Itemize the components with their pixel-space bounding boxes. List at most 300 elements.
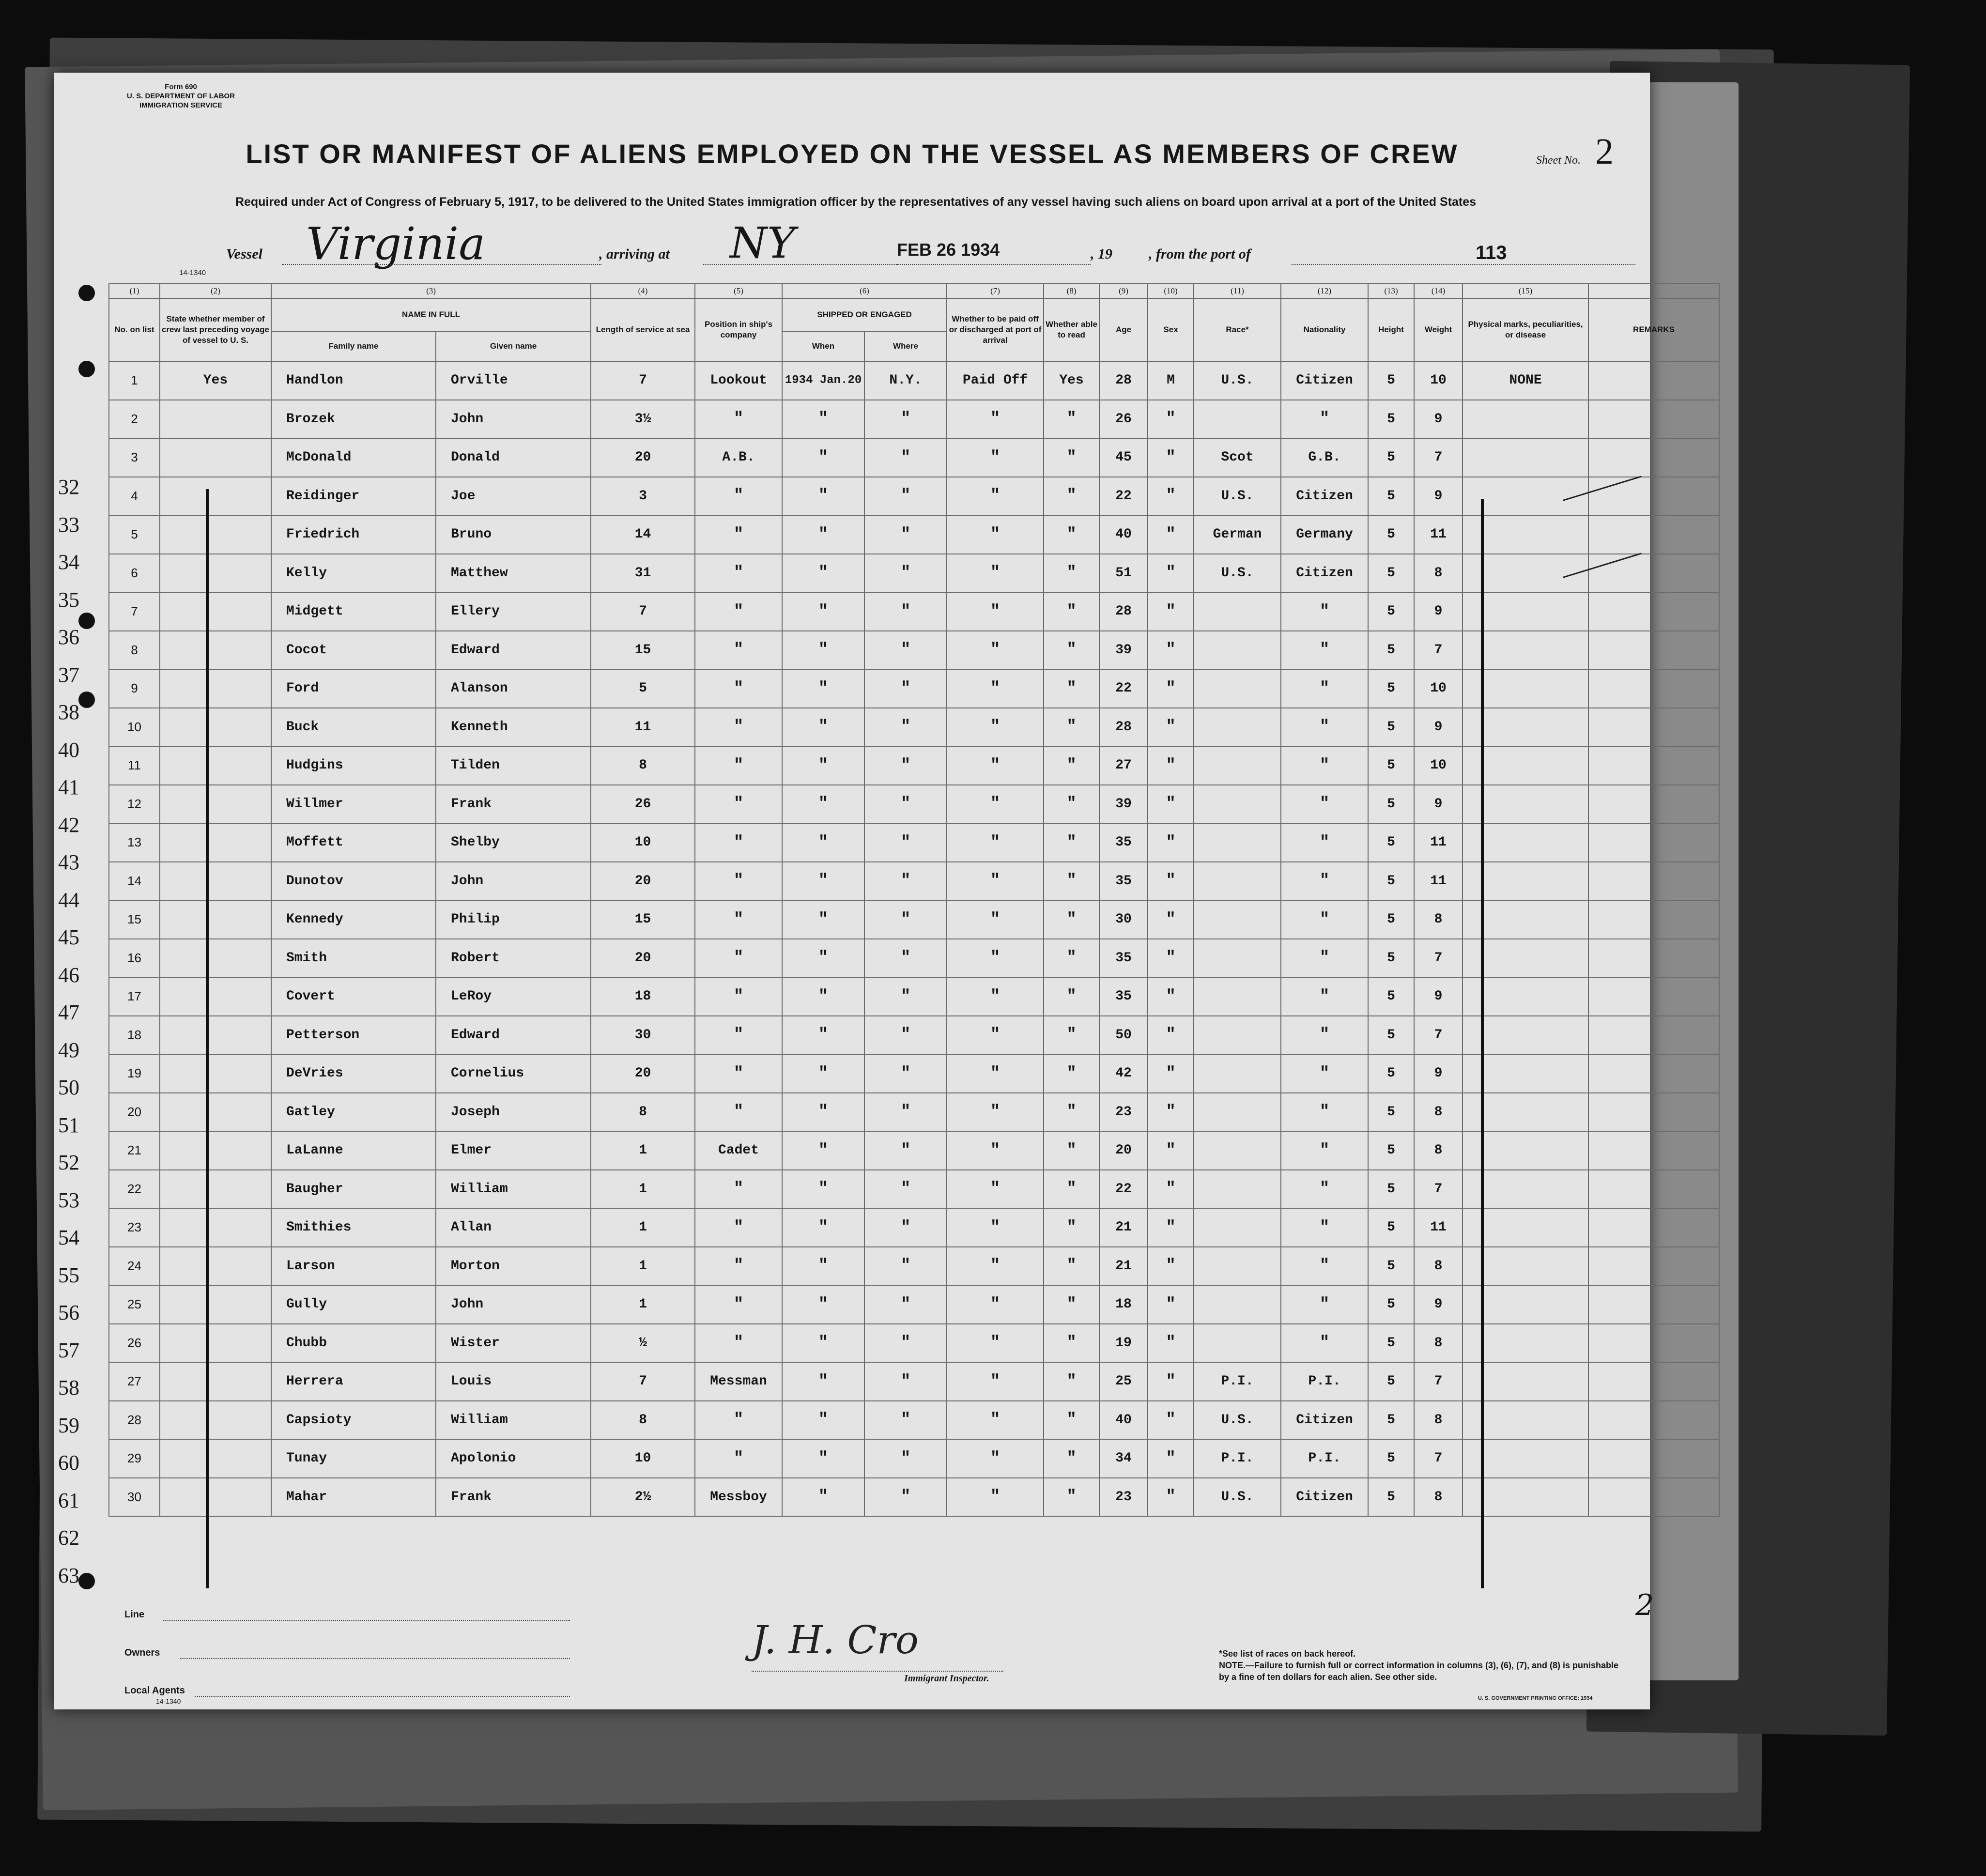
cell-position: Cadet (695, 1131, 782, 1170)
cell-position: " (695, 1285, 782, 1324)
cell-when: 1934 Jan.20 (782, 361, 864, 400)
table-row (109, 785, 1719, 824)
cell-service: 7 (591, 592, 695, 631)
cell-nationality: " (1281, 862, 1368, 901)
cell-read: " (1044, 823, 1099, 862)
cell-height: 5 (1368, 823, 1414, 862)
cell-family: Kennedy (271, 900, 436, 939)
cell-family: Chubb (271, 1324, 436, 1363)
cell-race: U.S. (1194, 1401, 1281, 1440)
cell-remarks (1588, 1208, 1719, 1247)
cell-weight: 9 (1414, 785, 1463, 824)
cell-paid: " (947, 1170, 1044, 1209)
crew-manifest-table (108, 283, 1720, 1517)
cell-remarks (1588, 1131, 1719, 1170)
cell-member (160, 862, 271, 901)
cell-family: DeVries (271, 1054, 436, 1093)
cell-given: Joe (436, 477, 591, 516)
cell-position: A.B. (695, 438, 782, 477)
cell-when: " (782, 746, 864, 785)
cell-when: " (782, 1401, 864, 1440)
cell-service: 1 (591, 1131, 695, 1170)
cell-paid: " (947, 1439, 1044, 1478)
margin-number: 59 (58, 1413, 79, 1437)
cell-race: German (1194, 515, 1281, 554)
cell-race (1194, 1016, 1281, 1055)
cell-no: 6 (109, 554, 160, 593)
cell-when: " (782, 1285, 864, 1324)
table-row (109, 669, 1719, 708)
cell-race (1194, 592, 1281, 631)
cell-weight: 7 (1414, 1439, 1463, 1478)
cell-member (160, 1362, 271, 1401)
cell-when: " (782, 631, 864, 670)
owners-label: Owners (124, 1647, 160, 1658)
cell-read: " (1044, 1401, 1099, 1440)
cell-family: Brozek (271, 400, 436, 439)
cell-nationality: " (1281, 631, 1368, 670)
cell-no: 20 (109, 1093, 160, 1132)
cell-service: 10 (591, 1439, 695, 1478)
cell-position: " (695, 862, 782, 901)
cell-paid: " (947, 823, 1044, 862)
col-num: (15) (1463, 284, 1588, 298)
cell-read: " (1044, 554, 1099, 593)
cell-when: " (782, 592, 864, 631)
cell-where: " (864, 1285, 947, 1324)
cell-family: Tunay (271, 1439, 436, 1478)
cell-no: 4 (109, 477, 160, 516)
cell-weight: 7 (1414, 1170, 1463, 1209)
cell-family: Willmer (271, 785, 436, 824)
cell-race: P.I. (1194, 1439, 1281, 1478)
cell-where: " (864, 708, 947, 747)
cell-read: Yes (1044, 361, 1099, 400)
cell-position: " (695, 1439, 782, 1478)
cell-race (1194, 708, 1281, 747)
cell-family: Covert (271, 977, 436, 1016)
cell-given: Joseph (436, 1093, 591, 1132)
cell-remarks (1588, 1016, 1719, 1055)
cell-given: Cornelius (436, 1054, 591, 1093)
cell-nationality: " (1281, 1285, 1368, 1324)
header-family-name: Family name (271, 331, 436, 361)
cell-service: 8 (591, 746, 695, 785)
cell-weight: 10 (1414, 361, 1463, 400)
cell-member (160, 631, 271, 670)
cell-no: 13 (109, 823, 160, 862)
cell-race (1194, 1208, 1281, 1247)
cell-remarks (1588, 1285, 1719, 1324)
cell-when: " (782, 977, 864, 1016)
cell-remarks (1588, 900, 1719, 939)
cell-read: " (1044, 1247, 1099, 1286)
cell-race (1194, 746, 1281, 785)
cell-when: " (782, 785, 864, 824)
margin-number: 35 (58, 587, 79, 612)
cell-read: " (1044, 631, 1099, 670)
header-name-in-full: NAME IN FULL (271, 298, 591, 331)
cell-service: 10 (591, 823, 695, 862)
cell-member (160, 977, 271, 1016)
cell-family: Larson (271, 1247, 436, 1286)
cell-where: " (864, 939, 947, 978)
cell-read: " (1044, 1285, 1099, 1324)
table-row (109, 1401, 1719, 1440)
cell-family: Midgett (271, 592, 436, 631)
cell-paid: " (947, 592, 1044, 631)
cell-height: 5 (1368, 746, 1414, 785)
cell-service: 20 (591, 438, 695, 477)
cell-nationality: " (1281, 708, 1368, 747)
agents-underline (195, 1696, 570, 1697)
cell-age: 42 (1099, 1054, 1148, 1093)
races-note: *See list of races on back hereof. (1219, 1649, 1356, 1659)
cell-race: U.S. (1194, 477, 1281, 516)
cell-when: " (782, 554, 864, 593)
cell-where: " (864, 746, 947, 785)
cell-given: Shelby (436, 823, 591, 862)
cell-when: " (782, 1439, 864, 1478)
cell-service: 18 (591, 977, 695, 1016)
cell-nationality: " (1281, 1170, 1368, 1209)
arrival-port: NY (730, 218, 796, 268)
cell-position: " (695, 939, 782, 978)
cell-paid: " (947, 515, 1044, 554)
service-name: IMMIGRATION SERVICE (139, 101, 223, 109)
cell-nationality: " (1281, 785, 1368, 824)
cell-remarks (1588, 400, 1719, 439)
margin-number: 50 (58, 1076, 79, 1099)
cell-height: 5 (1368, 1054, 1414, 1093)
cell-age: 25 (1099, 1362, 1148, 1401)
cell-given: Ellery (436, 592, 591, 631)
requirement-text: Required under Act of Congress of February 5, 1917, to be delivered to the United States immigration officer by the representatives of any vessel having such aliens on board upon arrival at a port of the United States (235, 195, 1477, 209)
cell-sex: " (1148, 1016, 1194, 1055)
cell-race: P.I. (1194, 1362, 1281, 1401)
cell-when: " (782, 1362, 864, 1401)
cell-where: " (864, 1247, 947, 1286)
cell-race: U.S. (1194, 554, 1281, 593)
cell-weight: 10 (1414, 746, 1463, 785)
cell-race (1194, 785, 1281, 824)
agents-code: 14-1340 (156, 1697, 181, 1705)
from-port-label: , from the port of (1149, 246, 1251, 262)
cell-remarks (1588, 785, 1719, 824)
cell-remarks (1588, 1247, 1719, 1286)
cell-remarks (1588, 592, 1719, 631)
inspector-signature: J. H. Cro (752, 1617, 919, 1662)
cell-nationality: " (1281, 669, 1368, 708)
cell-member (160, 438, 271, 477)
cell-sex: " (1148, 708, 1194, 747)
cell-position: " (695, 1208, 782, 1247)
table-row (109, 361, 1719, 400)
cell-sex: " (1148, 554, 1194, 593)
cell-sex: " (1148, 1131, 1194, 1170)
cell-when: " (782, 939, 864, 978)
cell-paid: " (947, 1478, 1044, 1517)
cell-service: 15 (591, 631, 695, 670)
cell-position: " (695, 669, 782, 708)
cell-where: " (864, 438, 947, 477)
cell-given: Elmer (436, 1131, 591, 1170)
line-label: Line (124, 1609, 145, 1620)
cell-race (1194, 631, 1281, 670)
margin-number: 46 (58, 963, 79, 987)
header-state-member: State whether member of crew last preceding voyage of vessel to U. S. (160, 298, 271, 361)
cell-race: U.S. (1194, 1478, 1281, 1517)
margin-number: 62 (58, 1526, 79, 1550)
cell-nationality: Citizen (1281, 1401, 1368, 1440)
cell-position: " (695, 1016, 782, 1055)
cell-position: " (695, 477, 782, 516)
cell-member (160, 746, 271, 785)
cell-nationality: " (1281, 823, 1368, 862)
col-num: (13) (1368, 284, 1414, 298)
cell-where: " (864, 400, 947, 439)
cell-position: " (695, 1170, 782, 1209)
col-num: (14) (1414, 284, 1463, 298)
cell-given: Frank (436, 1478, 591, 1517)
margin-number: 44 (58, 888, 79, 912)
cell-position: " (695, 1247, 782, 1286)
cell-family: Smithies (271, 1208, 436, 1247)
cell-nationality: " (1281, 1208, 1368, 1247)
sheet-label: Sheet No. (1536, 154, 1581, 167)
margin-number: 53 (58, 1188, 79, 1212)
column-number-row (109, 284, 1719, 298)
cell-paid: " (947, 1054, 1044, 1093)
col-num: (2) (160, 284, 271, 298)
cell-when: " (782, 1247, 864, 1286)
cell-given: William (436, 1401, 591, 1440)
header-where: Where (864, 331, 947, 361)
cell-remarks (1588, 1439, 1719, 1478)
punch-hole (78, 692, 95, 708)
cell-paid: " (947, 477, 1044, 516)
cell-weight: 8 (1414, 1131, 1463, 1170)
table-row (109, 746, 1719, 785)
cell-race (1194, 977, 1281, 1016)
cell-nationality: Citizen (1281, 554, 1368, 593)
cell-read: " (1044, 900, 1099, 939)
header-sex: Sex (1148, 298, 1194, 361)
cell-paid: " (947, 554, 1044, 593)
col-num: (9) (1099, 284, 1148, 298)
cell-member (160, 785, 271, 824)
cell-member (160, 1208, 271, 1247)
table-row (109, 592, 1719, 631)
header-able-read: Whether able to read (1044, 298, 1099, 361)
cell-no: 16 (109, 939, 160, 978)
cell-height: 5 (1368, 515, 1414, 554)
cell-paid: " (947, 1093, 1044, 1132)
cell-position: " (695, 592, 782, 631)
cell-no: 9 (109, 669, 160, 708)
cell-age: 28 (1099, 361, 1148, 400)
cell-weight: 11 (1414, 823, 1463, 862)
cell-service: ½ (591, 1324, 695, 1363)
col-num: (7) (947, 284, 1044, 298)
table-row (109, 438, 1719, 477)
cell-given: John (436, 400, 591, 439)
cell-physical (1463, 400, 1588, 439)
cell-weight: 9 (1414, 708, 1463, 747)
cell-read: " (1044, 1439, 1099, 1478)
margin-number: 42 (58, 813, 79, 837)
cell-when: " (782, 1324, 864, 1363)
cell-no: 21 (109, 1131, 160, 1170)
cell-paid: " (947, 1208, 1044, 1247)
cell-family: Baugher (271, 1170, 436, 1209)
cell-family: Moffett (271, 823, 436, 862)
cell-age: 34 (1099, 1439, 1148, 1478)
cell-nationality: Citizen (1281, 477, 1368, 516)
cell-position: " (695, 1054, 782, 1093)
cell-height: 5 (1368, 1016, 1414, 1055)
cell-race (1194, 939, 1281, 978)
cell-sex: " (1148, 785, 1194, 824)
table-row (109, 1324, 1719, 1363)
col-num: (1) (109, 284, 160, 298)
margin-number: 49 (58, 1038, 79, 1062)
cell-family: Dunotov (271, 862, 436, 901)
header-length-service: Length of service at sea (591, 298, 695, 361)
cell-no: 2 (109, 400, 160, 439)
cell-height: 5 (1368, 361, 1414, 400)
cell-position: Messman (695, 1362, 782, 1401)
cell-race (1194, 400, 1281, 439)
cell-family: Gatley (271, 1093, 436, 1132)
cell-height: 5 (1368, 554, 1414, 593)
vessel-dotline (282, 264, 601, 265)
cell-when: " (782, 438, 864, 477)
owners-underline (180, 1658, 570, 1659)
cell-service: 7 (591, 1362, 695, 1401)
cell-no: 25 (109, 1285, 160, 1324)
cell-paid: " (947, 900, 1044, 939)
cell-no: 15 (109, 900, 160, 939)
cell-paid: " (947, 977, 1044, 1016)
cell-family: LaLanne (271, 1131, 436, 1170)
cell-no: 30 (109, 1478, 160, 1517)
cell-weight: 7 (1414, 631, 1463, 670)
cell-position: " (695, 977, 782, 1016)
cell-family: Friedrich (271, 515, 436, 554)
cell-read: " (1044, 862, 1099, 901)
column-header-row (109, 298, 1719, 331)
cell-where: " (864, 823, 947, 862)
cell-age: 20 (1099, 1131, 1148, 1170)
cell-family: Petterson (271, 1016, 436, 1055)
cell-no: 3 (109, 438, 160, 477)
cell-nationality: " (1281, 1247, 1368, 1286)
cell-family: Ford (271, 669, 436, 708)
cell-sex: " (1148, 631, 1194, 670)
cell-remarks (1588, 1093, 1719, 1132)
cell-nationality: Germany (1281, 515, 1368, 554)
cell-age: 19 (1099, 1324, 1148, 1363)
cell-member (160, 477, 271, 516)
cell-service: 3½ (591, 400, 695, 439)
cell-paid: " (947, 939, 1044, 978)
cell-position: " (695, 746, 782, 785)
cell-family: Capsioty (271, 1401, 436, 1440)
ditto-line (1481, 499, 1484, 1588)
cell-service: 1 (591, 1247, 695, 1286)
cell-when: " (782, 515, 864, 554)
cell-age: 35 (1099, 977, 1148, 1016)
cell-member (160, 554, 271, 593)
cell-service: 3 (591, 477, 695, 516)
cell-when: " (782, 1093, 864, 1132)
cell-race (1194, 900, 1281, 939)
sheet-value: 2 (1595, 131, 1614, 172)
cell-when: " (782, 1170, 864, 1209)
table-row (109, 554, 1719, 593)
col-num: (3) (271, 284, 591, 298)
cell-service: 1 (591, 1208, 695, 1247)
cell-given: Edward (436, 1016, 591, 1055)
cell-no: 7 (109, 592, 160, 631)
cell-height: 5 (1368, 785, 1414, 824)
cell-service: 26 (591, 785, 695, 824)
header-race: Race* (1194, 298, 1281, 361)
cell-where: " (864, 592, 947, 631)
cell-age: 39 (1099, 785, 1148, 824)
cell-weight: 11 (1414, 1208, 1463, 1247)
cell-weight: 8 (1414, 1324, 1463, 1363)
cell-where: " (864, 1362, 947, 1401)
header-position: Position in ship's company (695, 298, 782, 361)
cell-family: Cocot (271, 631, 436, 670)
cell-age: 21 (1099, 1247, 1148, 1286)
punch-hole (78, 285, 95, 301)
cell-paid: " (947, 669, 1044, 708)
cell-sex: " (1148, 400, 1194, 439)
cell-when: " (782, 400, 864, 439)
cell-remarks (1588, 477, 1719, 516)
cell-nationality: " (1281, 1016, 1368, 1055)
cell-race (1194, 1324, 1281, 1363)
cell-remarks (1588, 939, 1719, 978)
cell-member: Yes (160, 361, 271, 400)
cell-position: " (695, 554, 782, 593)
punch-hole (78, 1573, 95, 1589)
cell-service: 31 (591, 554, 695, 593)
cell-nationality: P.I. (1281, 1439, 1368, 1478)
cell-age: 51 (1099, 554, 1148, 593)
cell-given: John (436, 1285, 591, 1324)
cell-where: " (864, 631, 947, 670)
arriving-label-text: , arriving at (599, 246, 670, 262)
cell-read: " (1044, 1093, 1099, 1132)
cell-age: 35 (1099, 862, 1148, 901)
col-num: (4) (591, 284, 695, 298)
cell-paid: " (947, 438, 1044, 477)
margin-number: 56 (58, 1301, 79, 1324)
col-num-blank (1588, 284, 1719, 298)
cell-where: N.Y. (864, 361, 947, 400)
margin-number: 33 (58, 512, 79, 537)
cell-race: U.S. (1194, 361, 1281, 400)
cell-read: " (1044, 592, 1099, 631)
margin-number: 57 (58, 1338, 79, 1362)
cell-weight: 8 (1414, 1478, 1463, 1517)
table-row (109, 1093, 1719, 1132)
cell-paid: Paid Off (947, 361, 1044, 400)
